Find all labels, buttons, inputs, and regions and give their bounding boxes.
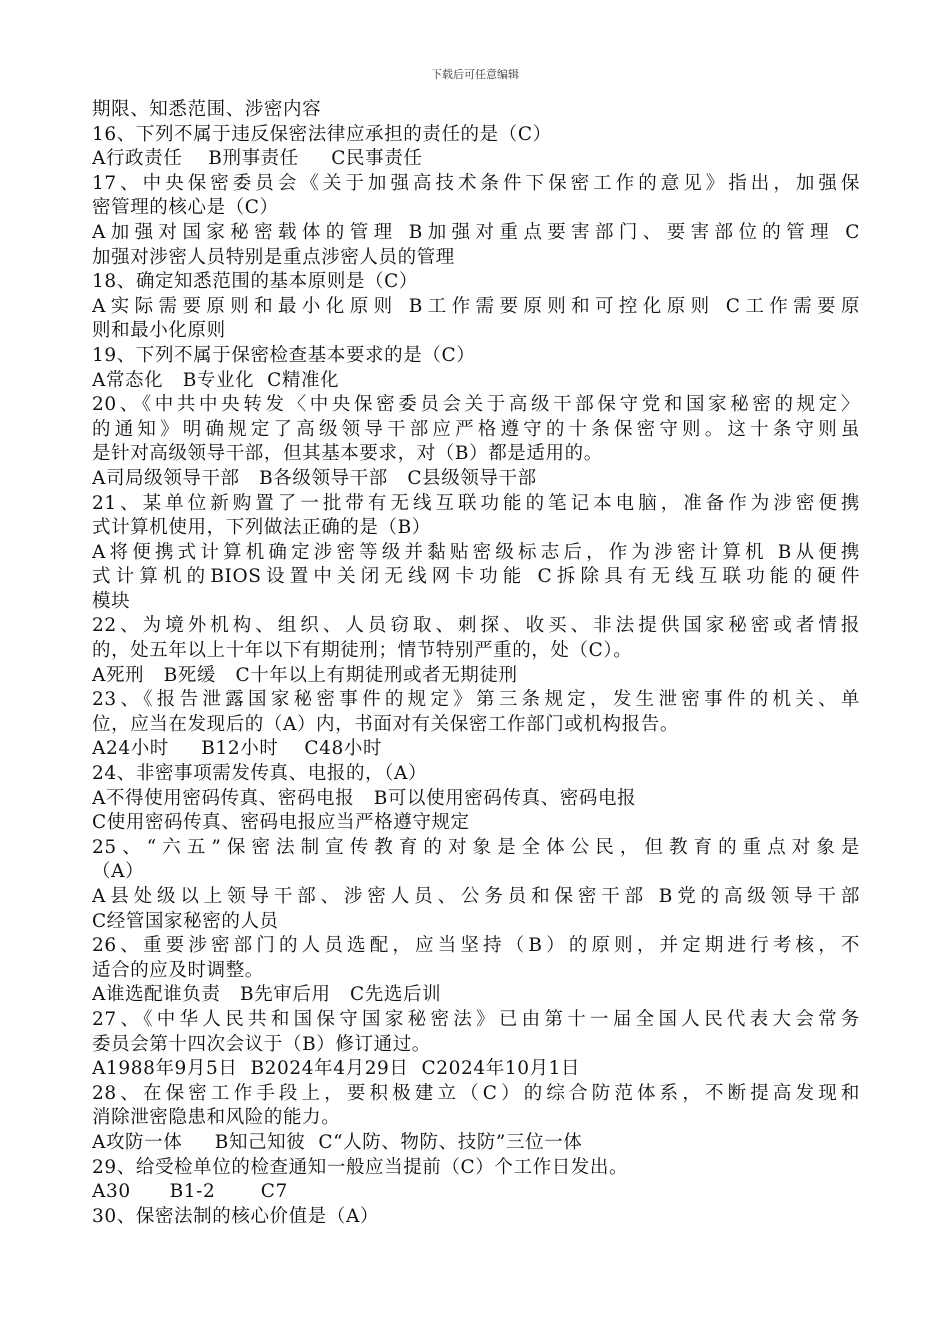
text-line: 密管理的核心是（C） bbox=[92, 197, 279, 219]
text-line: 则和最小化原则 bbox=[92, 320, 226, 342]
options-18: A实际需要原则和最小化原则 B工作需要原则和可控化原则 C工作需要原 bbox=[92, 295, 860, 317]
question-21: 21、某单位新购置了一批带有无线互联功能的笔记本电脑，准备作为涉密便携 bbox=[92, 492, 860, 514]
options-27: A1988年9月5日 B2024年4月29日 C2024年10月1日 bbox=[92, 1058, 581, 1080]
text-line: C使用密码传真、密码电报应当严格遵守规定 bbox=[92, 812, 470, 834]
question-24: 24、非密事项需发传真、电报的，（A） bbox=[92, 763, 428, 785]
text-line: 消除泄密隐患和风险的能力。 bbox=[92, 1107, 341, 1129]
options-20: A司局级领导干部 B各级领导干部 C县级领导干部 bbox=[92, 467, 537, 489]
text-line: 的通知》明确规定了高级领导干部应严格遵守的十条保密守则。这十条守则虽 bbox=[92, 418, 860, 440]
question-18: 18、确定知悉范围的基本原则是（C） bbox=[92, 271, 418, 293]
options-28: A攻防一体 B知己知彼 C“人防、物防、技防”三位一体 bbox=[92, 1131, 583, 1153]
document-body bbox=[92, 98, 860, 1229]
options-17: A加强对国家秘密载体的管理 B加强对重点要害部门、要害部位的管理 C bbox=[92, 221, 860, 243]
question-26: 26、重要涉密部门的人员选配，应当坚持（B）的原则，并定期进行考核，不 bbox=[92, 935, 860, 957]
text-line: 的，处五年以上十年以下有期徒刑；情节特别严重的，处（C）。 bbox=[92, 640, 633, 662]
options-26: A谁选配谁负责 B先审后用 C先选后训 bbox=[92, 984, 442, 1006]
options-19: A常态化 B专业化 C精准化 bbox=[92, 369, 340, 391]
text-line: 加强对涉密人员特别是重点涉密人员的管理 bbox=[92, 246, 455, 268]
question-25: 25、“六五”保密法制宣传教育的对象是全体公民，但教育的重点对象是 bbox=[92, 836, 860, 858]
options-23: A24小时 B12小时 C48小时 bbox=[92, 738, 383, 760]
text-line: （A） bbox=[92, 861, 145, 883]
text-line: 模块 bbox=[92, 590, 131, 612]
options-29: A30 B1-2 C7 bbox=[92, 1181, 288, 1203]
page-header: 下载后可任意编辑 bbox=[431, 68, 519, 81]
text-line: 期限、知悉范围、涉密内容 bbox=[92, 99, 322, 120]
options-25: A县处级以上领导干部、涉密人员、公务员和保密干部 B党的高级领导干部 bbox=[92, 886, 860, 907]
text-line: C经管国家秘密的人员 bbox=[92, 910, 279, 932]
question-30: 30、保密法制的核心价值是（A） bbox=[92, 1205, 380, 1227]
text-line: 委员会第十四次会议于（B）修订通过。 bbox=[92, 1033, 431, 1055]
question-22: 22、为境外机构、组织、人员窃取、刺探、收买、非法提供国家秘密或者情报 bbox=[92, 615, 860, 637]
question-19: 19、下列不属于保密检查基本要求的是（C） bbox=[92, 344, 476, 366]
question-27: 27、《中华人民共和国保守国家秘密法》已由第十一届全国人民代表大会常务 bbox=[92, 1008, 860, 1030]
question-23: 23、《报告泄露国家秘密事件的规定》第三条规定，发生泄密事件的机关、单 bbox=[92, 689, 860, 711]
text-line: 式计算机使用，下列做法正确的是（B） bbox=[92, 517, 431, 539]
options-22: A死刑 B死缓 C十年以上有期徒刑或者无期徒刑 bbox=[92, 664, 518, 686]
options-16: A行政责任 B刑事责任 C民事责任 bbox=[92, 148, 423, 170]
text-line: 位，应当在发现后的（A）内，书面对有关保密工作部门或机构报告。 bbox=[92, 713, 679, 735]
question-20: 20、《中共中央转发〈中央保密委员会关于高级干部保守党和国家秘密的规定〉 bbox=[92, 394, 860, 416]
text-line: 式计算机的BIOS设置中关闭无线网卡功能 C拆除具有无线互联功能的硬件 bbox=[92, 566, 860, 588]
question-17: 17、中央保密委员会《关于加强高技术条件下保密工作的意见》指出，加强保 bbox=[92, 172, 860, 194]
options-21: A将便携式计算机确定涉密等级并黏贴密级标志后，作为涉密计算机 B从便携 bbox=[92, 541, 860, 563]
question-29: 29、给受检单位的检查通知一般应当提前（C）个工作日发出。 bbox=[92, 1156, 629, 1178]
question-16: 16、下列不属于违反保密法律应承担的责任的是（C） bbox=[92, 123, 552, 145]
text-line: 适合的应及时调整。 bbox=[92, 959, 264, 981]
question-28: 28、在保密工作手段上，要积极建立（C）的综合防范体系，不断提高发现和 bbox=[92, 1082, 860, 1104]
options-24: A不得使用密码传真、密码电报 B可以使用密码传真、密码电报 bbox=[92, 787, 637, 809]
text-line: 是针对高级领导干部，但其基本要求，对（B）都是适用的。 bbox=[92, 443, 603, 465]
